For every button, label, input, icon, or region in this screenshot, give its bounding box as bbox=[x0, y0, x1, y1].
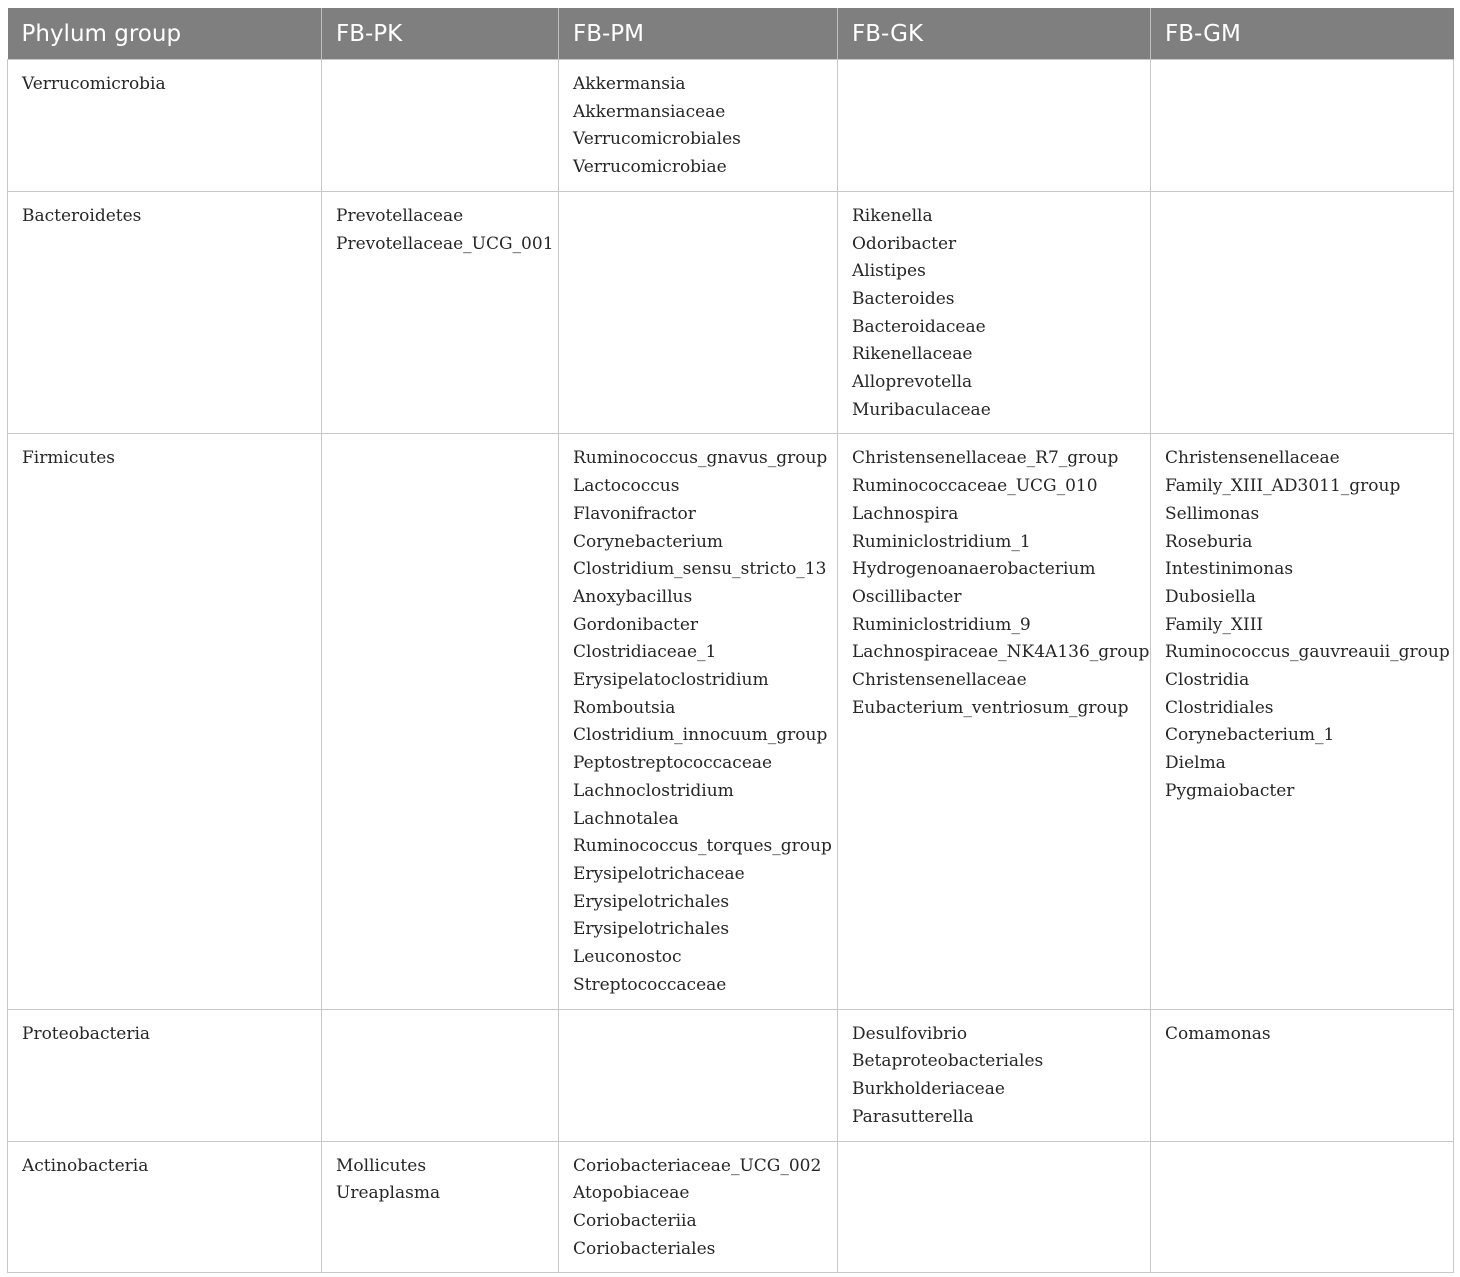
taxon-name: Gordonibacter bbox=[573, 614, 699, 635]
phylum-name: Firmicutes bbox=[22, 448, 116, 469]
taxon-name: Family_XIII_AD3011_group bbox=[1165, 476, 1401, 497]
taxon-name: Erysipelotrichales bbox=[573, 919, 730, 940]
header-fb-gm: FB-GM bbox=[1151, 8, 1454, 60]
taxon-name: Intestinimonas bbox=[1165, 559, 1294, 580]
taxon-name: Erysipelatoclostridium bbox=[573, 670, 769, 691]
fb-gk-cell bbox=[838, 60, 1151, 192]
taxon-name: Mollicutes bbox=[336, 1155, 427, 1176]
table-row bbox=[8, 60, 1454, 192]
fb-gk-cell bbox=[838, 1141, 1151, 1273]
fb-gm-cell bbox=[1151, 434, 1454, 1009]
fb-gm-cell bbox=[1151, 60, 1454, 192]
taxon-name: Burkholderiaceae bbox=[852, 1078, 1005, 1099]
taxon-name: Hydrogenoanaerobacterium bbox=[852, 559, 1096, 580]
phylum-cell bbox=[8, 191, 322, 434]
taxon-name: Muribaculaceae bbox=[852, 399, 991, 420]
phylum-cell bbox=[8, 1009, 322, 1141]
header-fb-pm: FB-PM bbox=[559, 8, 838, 60]
fb-gm-cell bbox=[1151, 191, 1454, 434]
fb-gk-cell bbox=[838, 434, 1151, 1009]
taxon-name: Lachnospira bbox=[852, 503, 959, 524]
fb-gm-cell bbox=[1151, 1141, 1454, 1273]
taxon-name: Akkermansiaceae bbox=[573, 101, 726, 122]
taxon-name: Akkermansia bbox=[573, 74, 686, 94]
taxon-name: Lachnospiraceae_NK4A136_group bbox=[852, 642, 1150, 663]
taxa-table-container bbox=[7, 8, 1453, 1273]
fb-pk-cell bbox=[322, 1009, 559, 1141]
fb-pm-cell bbox=[559, 1009, 838, 1141]
taxon-name: Comamonas bbox=[1165, 1023, 1271, 1044]
fb-pk-cell bbox=[322, 191, 559, 434]
fb-pk-cell bbox=[322, 60, 559, 192]
taxon-name: Ruminococcaceae_UCG_010 bbox=[852, 476, 1098, 497]
header-fb-pk: FB-PK bbox=[322, 8, 559, 60]
phylum-name: Bacteroidetes bbox=[22, 205, 142, 226]
taxon-name: Ruminococcus_torques_group bbox=[573, 836, 832, 857]
taxon-name: Anoxybacillus bbox=[573, 586, 693, 607]
taxon-name: Betaproteobacteriales bbox=[852, 1051, 1044, 1072]
taxon-name: Alloprevotella bbox=[852, 372, 973, 393]
taxon-name: Odoribacter bbox=[852, 233, 957, 254]
phylum-cell bbox=[8, 60, 322, 192]
taxon-name: Ureaplasma bbox=[336, 1183, 441, 1204]
taxon-name: Corynebacterium_1 bbox=[1165, 725, 1335, 746]
phylum-cell bbox=[8, 1141, 322, 1273]
fb-pm-cell bbox=[559, 60, 838, 192]
taxon-name: Christensenellaceae_R7_group bbox=[852, 448, 1119, 469]
fb-pm-cell bbox=[559, 1141, 838, 1273]
taxon-name: Prevotellaceae bbox=[336, 205, 464, 226]
taxon-name: Coriobacteriales bbox=[573, 1238, 716, 1259]
fb-pk-cell bbox=[322, 1141, 559, 1273]
taxon-name: Verrucomicrobiae bbox=[573, 157, 727, 178]
taxon-name: Bacteroidaceae bbox=[852, 316, 986, 337]
taxon-name: Streptococcaceae bbox=[573, 974, 727, 995]
taxon-name: Bacteroides bbox=[852, 288, 955, 309]
taxon-name: Clostridia bbox=[1165, 670, 1250, 691]
taxon-name: Dielma bbox=[1165, 753, 1226, 774]
taxon-name: Clostridiaceae_1 bbox=[573, 642, 717, 663]
table-row bbox=[8, 1009, 1454, 1141]
taxon-name: Desulfovibrio bbox=[852, 1023, 968, 1044]
table-body bbox=[8, 60, 1454, 1273]
phylum-cell bbox=[8, 434, 322, 1009]
taxon-name: Atopobiaceae bbox=[573, 1183, 690, 1204]
taxon-name: Roseburia bbox=[1165, 531, 1253, 552]
taxon-name: Family_XIII bbox=[1165, 614, 1264, 635]
phylum-name: Actinobacteria bbox=[22, 1155, 149, 1176]
taxa-by-phylum-table bbox=[7, 8, 1454, 1273]
taxon-name: Lachnoclostridium bbox=[573, 780, 734, 801]
taxon-name: Sellimonas bbox=[1165, 503, 1260, 524]
fb-pm-cell bbox=[559, 434, 838, 1009]
taxon-name: Ruminiclostridium_9 bbox=[852, 614, 1031, 635]
header-fb-gk: FB-GK bbox=[838, 8, 1151, 60]
table-row bbox=[8, 434, 1454, 1009]
phylum-name: Proteobacteria bbox=[22, 1023, 151, 1044]
taxon-name: Coriobacteriia bbox=[573, 1210, 697, 1231]
taxon-name: Coriobacteriaceae_UCG_002 bbox=[573, 1155, 822, 1176]
taxon-name: Ruminococcus_gauvreauii_group bbox=[1165, 642, 1450, 663]
taxon-name: Dubosiella bbox=[1165, 586, 1256, 607]
taxon-name: Clostridium_sensu_stricto_13 bbox=[573, 559, 827, 580]
fb-pm-cell bbox=[559, 191, 838, 434]
taxon-name: Clostridium_innocuum_group bbox=[573, 725, 828, 746]
taxon-name: Romboutsia bbox=[573, 697, 676, 718]
table-header bbox=[8, 8, 1454, 60]
taxon-name: Erysipelotrichales bbox=[573, 891, 730, 912]
header-row bbox=[8, 8, 1454, 60]
fb-gk-cell bbox=[838, 191, 1151, 434]
taxon-name: Parasutterella bbox=[852, 1106, 974, 1127]
taxon-name: Verrucomicrobiales bbox=[573, 129, 741, 150]
taxon-name: Lachnotalea bbox=[573, 808, 679, 829]
taxon-name: Erysipelotrichaceae bbox=[573, 863, 745, 884]
fb-gm-cell bbox=[1151, 1009, 1454, 1141]
taxon-name: Christensenellaceae bbox=[852, 670, 1027, 691]
taxon-name: Lactococcus bbox=[573, 476, 680, 497]
fb-pk-cell bbox=[322, 434, 559, 1009]
table-row bbox=[8, 1141, 1454, 1273]
taxon-name: Leuconostoc bbox=[573, 947, 682, 968]
table-row bbox=[8, 191, 1454, 434]
taxon-name: Ruminiclostridium_1 bbox=[852, 531, 1031, 552]
taxon-name: Corynebacterium bbox=[573, 531, 724, 552]
taxon-name: Clostridiales bbox=[1165, 697, 1274, 718]
taxon-name: Rikenellaceae bbox=[852, 344, 973, 365]
header-phylum-group: Phylum group bbox=[8, 8, 322, 60]
taxon-name: Ruminococcus_gnavus_group bbox=[573, 448, 828, 469]
fb-gk-cell bbox=[838, 1009, 1151, 1141]
taxon-name: Prevotellaceae_UCG_001 bbox=[336, 233, 554, 254]
taxon-name: Oscillibacter bbox=[852, 586, 962, 607]
taxon-name: Peptostreptococcaceae bbox=[573, 753, 773, 774]
phylum-name: Verrucomicrobia bbox=[22, 74, 166, 94]
taxon-name: Eubacterium_ventriosum_group bbox=[852, 697, 1129, 718]
taxon-name: Christensenellaceae bbox=[1165, 448, 1340, 469]
taxon-name: Pygmaiobacter bbox=[1165, 780, 1295, 801]
taxon-name: Flavonifractor bbox=[573, 503, 696, 524]
taxon-name: Rikenella bbox=[852, 205, 933, 226]
taxon-name: Alistipes bbox=[852, 261, 926, 282]
